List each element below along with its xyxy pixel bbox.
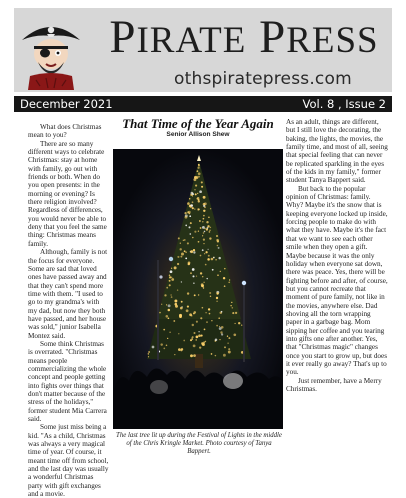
issue-date: December 2021 bbox=[20, 97, 113, 111]
article-byline: Senior Allison Shew bbox=[166, 131, 230, 138]
newspaper-title bbox=[96, 11, 392, 63]
right-paragraph: As an adult, things are different, but I still love the decorating, the baking, the lights, the movies, the family time, and most of all, seeing that special feeling that can never be replicated sparkling in the eyes of the kids in my family," former student Tanya Bappert said. bbox=[286, 118, 388, 185]
right-paragraph: Just remember, have a Merry Christmas. bbox=[286, 376, 382, 393]
right-paragraph: But back to the popular opinion of Christmas: family. Why? Maybe it's the snow that is keeping everyone locked up inside, forcing people to make do with what they have. Maybe it's the fact that we want to see each other smile when they open a gift. Maybe because it was the only holiday when everyone sat down, there was peace. Yes, there will be fighting before and after, of course, but you cannot recreate that moment of pure family, not like in the movies, anywhere else. Dad shoving all the torn wrapping paper in a garbage bag. Mom sipping her coffee and you tearing into gifts one after another. Yes, that "Christmas magic" changes once you start to grow up, but does it ever really go away? That's up to you. bbox=[286, 184, 388, 377]
left-paragraph: Some think Christmas is overrated. "Christmas means people commercializing the whole concept and people getting into fights over things that don't matter because of the stress of the holidays," former student Mia Carrera said. bbox=[28, 339, 107, 424]
left-paragraph: There are so many different ways to celebrate Christmas: stay at home with family, go out with friends or both. When do you open presents: in the morning or evening? Is there religion involved? Regardless of differences, you would never be able to deny that you feel the same thing: Christmas means family. bbox=[28, 139, 107, 248]
christmas-tree-image bbox=[113, 149, 283, 429]
issue-bar bbox=[14, 96, 392, 112]
left-column bbox=[28, 123, 109, 498]
christmas-tree-photo bbox=[113, 149, 283, 429]
photo-caption: The last tree lit up during the Festival of Lights in the middle of the Chris Kringle Market. Photo courtesy of Tanya Bappert. bbox=[116, 432, 282, 456]
title-first-rest: IRATE bbox=[136, 20, 247, 61]
issue-volume: Vol. 8 , Issue 2 bbox=[302, 97, 386, 111]
left-paragraph: What does Christmas mean to you? bbox=[28, 123, 102, 140]
left-paragraph: Some just miss being a kid. "As a child, Christmas was always a very magical time of year. Of course, it meant time off from school, and the last day was usually a wonderful Christmas party with gift exchanges and a movie. bbox=[28, 423, 109, 498]
left-paragraph: Although, family is not the focus for everyone. Some are sad that loved ones have passed away and that they can't spend more time with them. "I used to go to my grandma's with my dad, but now they both have passed, and her house was sold," junior Isabella Montez said. bbox=[28, 248, 108, 340]
title-first-cap: P bbox=[109, 11, 137, 63]
article-headline: That Time of the Year Again bbox=[122, 116, 274, 131]
right-column bbox=[286, 118, 388, 393]
title-second-cap: P bbox=[259, 11, 287, 63]
masthead bbox=[14, 8, 392, 92]
website-url: othspiratepress.com bbox=[174, 69, 352, 89]
pirate-mascot-icon bbox=[16, 10, 86, 90]
title-second-rest: RESS bbox=[286, 20, 379, 61]
